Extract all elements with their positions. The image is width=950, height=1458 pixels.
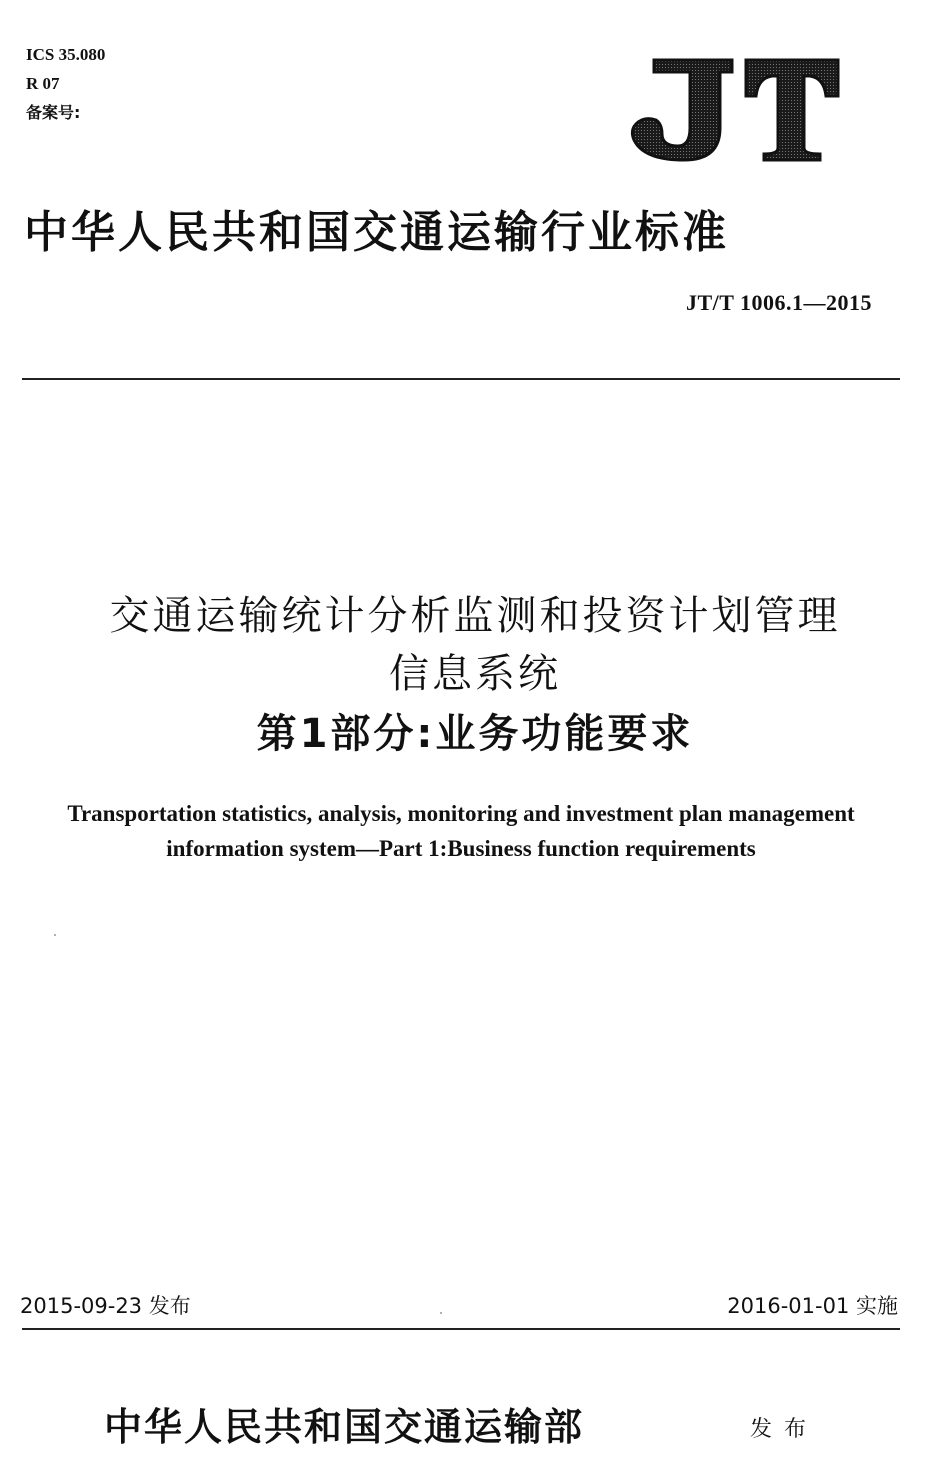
classification-block <box>26 40 105 127</box>
document-title-line1: 交通运输统计分析监测和投资计划管理 <box>109 593 841 639</box>
english-title-line1: Transportation statistics, analysis, monitoring and investment plan management <box>67 801 855 826</box>
footer-divider <box>22 1328 900 1330</box>
standard-category-title: 中华人民共和国交通运输行业标准 <box>24 207 729 258</box>
implementation-date: 2016-01-01 实施 <box>727 1294 898 1318</box>
class-code: R 07 <box>26 74 60 93</box>
document-title-line2: 信息系统 <box>389 651 561 697</box>
publisher-name: 中华人民共和国交通运输部 <box>104 1404 585 1449</box>
english-title-line2: information system—Part 1:Business function requirements <box>166 836 756 861</box>
publish-label: 发布 <box>750 1417 819 1442</box>
document-title-part: 第1部分:业务功能要求 <box>256 711 694 757</box>
filing-number-label: 备案号: <box>26 103 81 122</box>
jt-logo-icon <box>628 54 842 164</box>
ics-code: ICS 35.080 <box>26 45 106 64</box>
scan-speck <box>440 1312 442 1314</box>
standard-code: JT/T 1006.1—2015 <box>685 290 872 315</box>
scan-speck <box>54 934 56 936</box>
release-date: 2015-09-23 发布 <box>20 1294 191 1318</box>
header-divider <box>22 378 900 380</box>
